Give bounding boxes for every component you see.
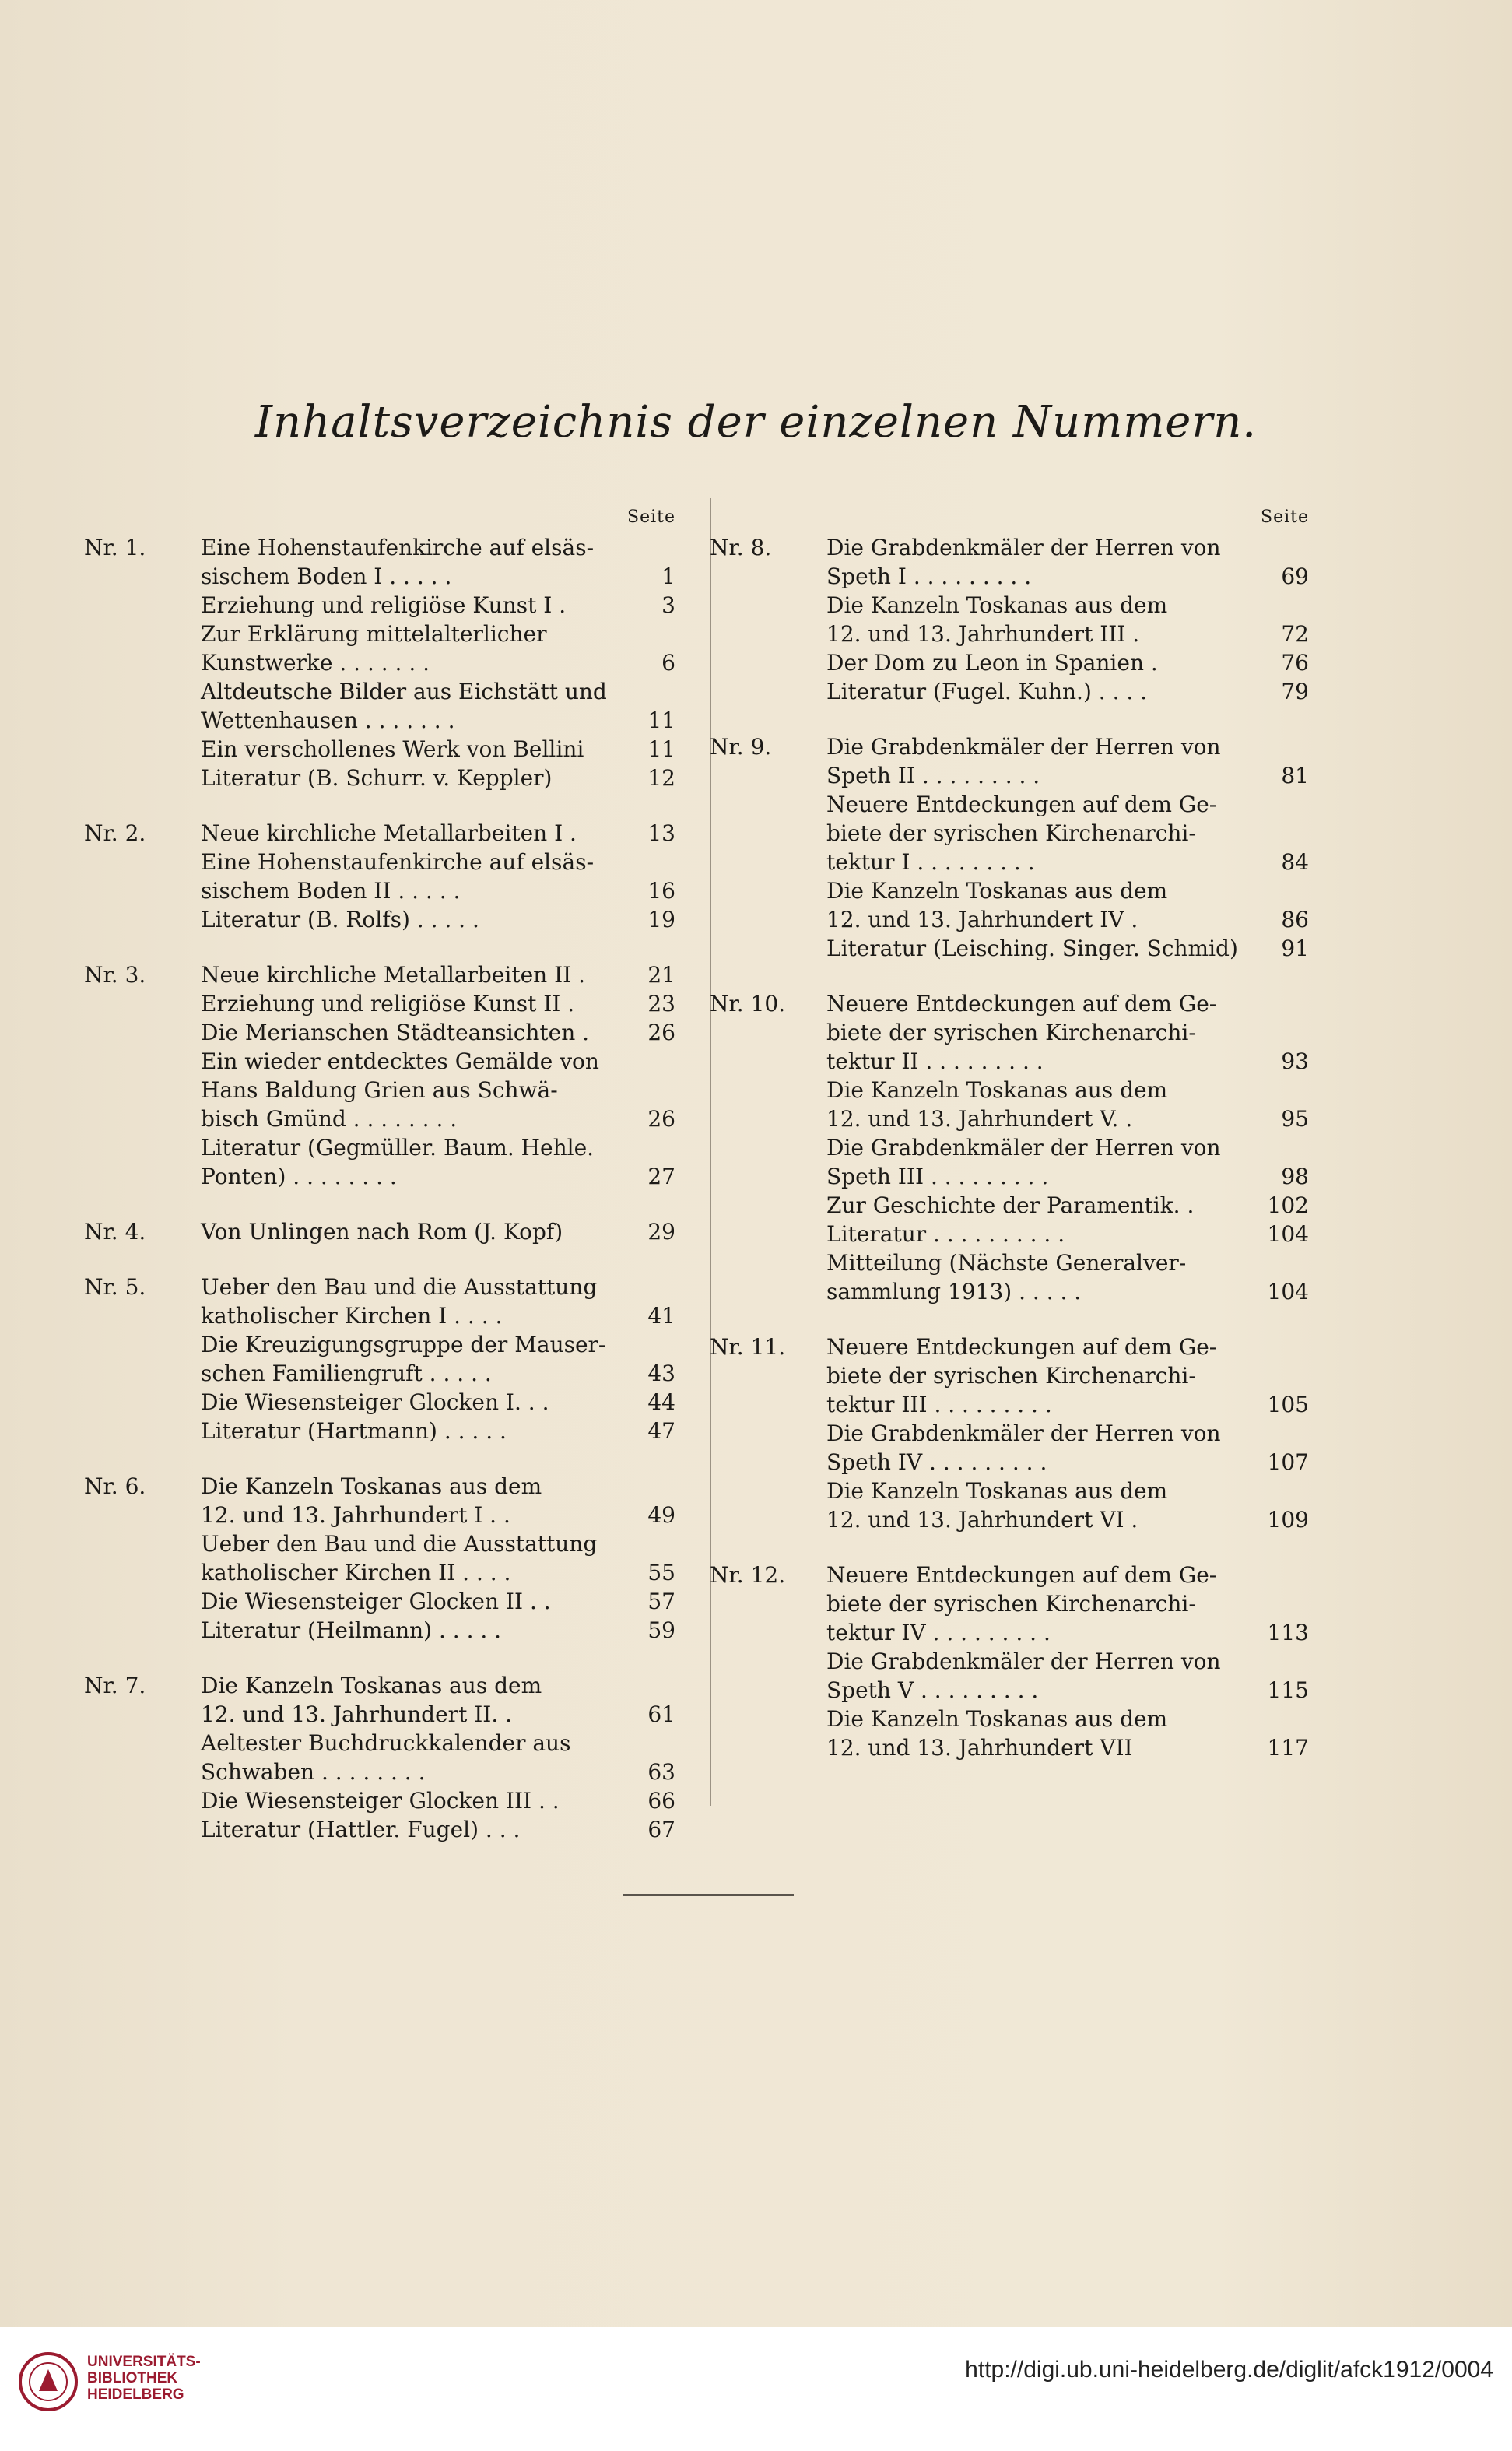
entry-title: Die Wiesensteiger Glocken I. . . [201,1389,549,1415]
entry-page-number: 49 [647,1502,675,1528]
entry-page-number: 41 [647,1303,675,1329]
toc-entries [201,1217,675,1246]
toc-entry [826,1248,1309,1306]
entry-title: Die Wiesensteiger Glocken II . . [201,1589,551,1614]
page-title: Inhaltsverzeichnis der einzelnen Nummern. [254,397,1258,448]
toc-entry [201,620,675,677]
entry-title: Literatur (B. Schurr. v. Keppler) [201,765,553,791]
entry-page-number: 109 [1267,1507,1309,1533]
toc-entries [826,533,1309,706]
entry-page-number: 63 [647,1759,675,1785]
entry-page-number: 93 [1281,1048,1309,1074]
entry-page-number: 91 [1281,936,1309,961]
toc-entries [201,960,675,1191]
toc-group [84,819,675,934]
entry-page-number: 79 [1281,679,1309,704]
entry-title: Ueber den Bau und die Ausstattung katholischer Kirchen II . . . . [201,1531,598,1585]
entry-title: Erziehung und religiöse Kunst II . [201,991,575,1017]
issue-number: Nr. 10. [710,991,786,1017]
entry-page-number: 21 [647,962,675,988]
toc-entries [201,1273,675,1445]
toc-group [710,533,1309,706]
toc-entry [201,1529,675,1587]
seite-header-left: Seite [627,507,675,527]
toc-entries [826,732,1309,963]
toc-entry [826,1561,1309,1647]
entry-title: Ein verschollenes Werk von Bellini [201,736,584,762]
toc-group [84,1472,675,1645]
entry-title: Zur Erklärung mittelalterlicher Kunstwerke . . . . . . . [201,621,547,676]
toc-entry [826,1191,1309,1220]
toc-entry [201,1472,675,1529]
entry-title: Literatur (Fugel. Kuhn.) . . . . [826,679,1148,704]
toc-entry [201,1786,675,1815]
toc-group [710,1561,1309,1762]
toc-entry [826,732,1309,790]
entry-title: Die Grabdenkmäler der Herren von Speth III . . . . . . . . . [826,1135,1221,1189]
entry-page-number: 72 [1281,621,1309,647]
toc-group [84,1273,675,1445]
entry-page-number: 1 [661,564,675,589]
entry-title: Eine Hohenstaufenkirche auf elsäs- sischem Boden II . . . . . [201,849,595,904]
entry-page-number: 102 [1267,1192,1309,1218]
issue-number: Nr. 1. [84,535,146,560]
entry-title: Die Grabdenkmäler der Herren von Speth IV . . . . . . . . . [826,1420,1221,1475]
entry-page-number: 16 [647,878,675,904]
toc-entry [201,764,675,792]
toc-entry [201,1273,675,1330]
entry-page-number: 95 [1281,1106,1309,1132]
toc-entry [826,1705,1309,1762]
toc-entry [826,876,1309,934]
entry-title: Neuere Entdeckungen auf dem Ge- biete der syrischen Kirchenarchi- tektur II . . . . . . . . . [826,991,1217,1074]
toc-entry [826,1419,1309,1477]
entry-page-number: 27 [647,1164,675,1189]
entry-page-number: 61 [647,1701,675,1727]
issue-number: Nr. 7. [84,1673,146,1698]
entry-title: Die Kanzeln Toskanas aus dem 12. und 13. Jahrhundert III . [826,592,1168,647]
entry-title: Eine Hohenstaufenkirche auf elsäs- sischem Boden I . . . . . [201,535,595,589]
entry-page-number: 98 [1281,1164,1309,1189]
entry-title: Von Unlingen nach Rom (J. Kopf) [201,1219,563,1245]
entry-page-number: 26 [647,1020,675,1045]
entry-page-number: 55 [647,1560,675,1585]
entry-title: Die Merianschen Städteansichten . [201,1020,590,1045]
entry-page-number: 13 [647,820,675,846]
toc-group [84,960,675,1191]
toc-entry [201,1671,675,1729]
entry-title: Neue kirchliche Metallarbeiten I . [201,820,577,846]
entry-title: Die Kanzeln Toskanas aus dem 12. und 13. Jahrhundert VII [826,1706,1168,1761]
issue-number: Nr. 12. [710,1562,786,1588]
issue-number: Nr. 9. [710,734,772,760]
library-name: UNIVERSITÄTS- BIBLIOTHEK HEIDELBERG [87,2354,201,2403]
toc-entries [201,1671,675,1844]
toc-entry [826,1333,1309,1419]
entry-title: Literatur (Heilmann) . . . . . [201,1617,502,1643]
toc-entries [826,1561,1309,1762]
toc-entry [201,1417,675,1445]
toc-group [84,1217,675,1246]
entry-page-number: 86 [1281,907,1309,932]
toc-entry [201,735,675,764]
entry-title: Die Grabdenkmäler der Herren von Speth I . . . . . . . . . [826,535,1221,589]
toc-entry [201,677,675,735]
toc-entry [201,848,675,905]
entry-title: Mitteilung (Nächste Generalver- sammlung 1913) . . . . . [826,1250,1187,1305]
entry-page-number: 26 [647,1106,675,1132]
toc-entry [201,960,675,989]
entry-page-number: 23 [647,991,675,1017]
entry-title: Literatur (Leisching. Singer. Schmid) [826,936,1238,961]
toc-entry [201,905,675,934]
toc-entry [201,1047,675,1133]
issue-number: Nr. 11. [710,1334,786,1360]
entry-title: Die Grabdenkmäler der Herren von Speth II . . . . . . . . . [826,734,1221,788]
library-seal-icon [17,2351,79,2413]
toc-group [710,732,1309,963]
issue-number: Nr. 8. [710,535,772,560]
toc-entry [826,934,1309,963]
entry-title: Der Dom zu Leon in Spanien . [826,650,1158,676]
closing-rule [623,1894,794,1896]
toc-entry [826,1647,1309,1705]
entry-page-number: 117 [1267,1735,1309,1761]
entry-title: Altdeutsche Bilder aus Eichstätt und Wettenhausen . . . . . . . [201,679,607,733]
entry-title: Die Kreuzigungsgruppe der Mauser- schen Familiengruft . . . . . [201,1332,606,1386]
entry-page-number: 84 [1281,849,1309,875]
entry-title: Die Kanzeln Toskanas aus dem 12. und 13. Jahrhundert V. . [826,1077,1168,1132]
entry-title: Die Kanzeln Toskanas aus dem 12. und 13. Jahrhundert I . . [201,1473,542,1528]
entry-page-number: 44 [647,1389,675,1415]
entry-page-number: 11 [647,708,675,733]
toc-entry [826,677,1309,706]
toc-entry [826,533,1309,591]
entry-title: Literatur (Hartmann) . . . . . [201,1418,507,1444]
toc-entry [201,533,675,591]
entry-title: Zur Geschichte der Paramentik. . [826,1192,1195,1218]
entry-title: Ueber den Bau und die Ausstattung katholischer Kirchen I . . . . [201,1274,598,1329]
toc-entry [201,1815,675,1844]
toc-entry [201,989,675,1018]
toc-entry [201,1388,675,1417]
entry-page-number: 59 [647,1617,675,1643]
entry-title: Aeltester Buchdruckkalender aus Schwaben . . . . . . . . [201,1730,571,1785]
entry-title: Neuere Entdeckungen auf dem Ge- biete der syrischen Kirchenarchi- tektur IV . . . . . . . . . [826,1562,1217,1645]
toc-left-groups [84,533,675,1844]
entry-title: Neuere Entdeckungen auf dem Ge- biete der syrischen Kirchenarchi- tektur III . . . . . . . . . [826,1334,1217,1417]
entry-page-number: 3 [661,592,675,618]
toc-right-groups [710,533,1309,1762]
entry-page-number: 115 [1267,1677,1309,1703]
entry-title: Die Kanzeln Toskanas aus dem 12. und 13. Jahrhundert VI . [826,1478,1168,1533]
entry-title: Neue kirchliche Metallarbeiten II . [201,962,585,988]
entry-page-number: 57 [647,1589,675,1614]
entry-title: Die Wiesensteiger Glocken III . . [201,1788,560,1814]
toc-entry [826,591,1309,648]
toc-entry [201,1133,675,1191]
issue-number: Nr. 4. [84,1219,146,1245]
toc-entry [201,1587,675,1616]
entry-title: Literatur (Hattler. Fugel) . . . [201,1817,521,1842]
entry-page-number: 66 [647,1788,675,1814]
entry-page-number: 104 [1267,1221,1309,1247]
toc-entries [201,819,675,934]
entry-page-number: 11 [647,736,675,762]
toc-entry [201,591,675,620]
entry-page-number: 43 [647,1361,675,1386]
toc-entry [201,1217,675,1246]
entry-page-number: 12 [647,765,675,791]
entry-page-number: 47 [647,1418,675,1444]
entry-page-number: 81 [1281,763,1309,788]
toc-left-column [84,507,675,1870]
entry-page-number: 113 [1267,1620,1309,1645]
toc-group [710,989,1309,1306]
entry-title: Die Grabdenkmäler der Herren von Speth V . . . . . . . . . [826,1649,1221,1703]
toc-entries [826,1333,1309,1534]
toc-group [710,1333,1309,1534]
toc-entries [826,989,1309,1306]
entry-title: Die Kanzeln Toskanas aus dem 12. und 13. Jahrhundert II. . [201,1673,542,1727]
issue-number: Nr. 3. [84,962,146,988]
entry-page-number: 76 [1281,650,1309,676]
issue-number: Nr. 2. [84,820,146,846]
entry-page-number: 67 [647,1817,675,1842]
entry-title: Ein wieder entdecktes Gemälde von Hans Baldung Grien aus Schwä- bisch Gmünd . . . . . . . . [201,1048,599,1132]
source-url-link[interactable]: http://digi.ub.uni-heidelberg.de/diglit/afck1912/0004 [965,2357,1493,2383]
toc-group [84,533,675,792]
toc-entry [201,819,675,848]
issue-number: Nr. 6. [84,1473,146,1499]
toc-entry [201,1330,675,1388]
entry-title: Literatur (Gegmüller. Baum. Hehle. Ponten) . . . . . . . . [201,1135,595,1189]
toc-entries [201,533,675,792]
toc-entry [201,1616,675,1645]
toc-entry [201,1018,675,1047]
entry-page-number: 104 [1267,1279,1309,1305]
toc-right-column [710,507,1309,1789]
entry-title: Erziehung und religiöse Kunst I . [201,592,567,618]
footer-bar [0,2327,1512,2451]
entry-page-number: 105 [1267,1392,1309,1417]
entry-title: Literatur (B. Rolfs) . . . . . [201,907,479,932]
toc-group [84,1671,675,1844]
toc-entries [201,1472,675,1645]
entry-title: Die Kanzeln Toskanas aus dem 12. und 13. Jahrhundert IV . [826,878,1168,932]
entry-page-number: 107 [1267,1449,1309,1475]
entry-title: Literatur . . . . . . . . . . [826,1221,1065,1247]
toc-entry [826,1220,1309,1248]
issue-number: Nr. 5. [84,1274,146,1300]
entry-title: Neuere Entdeckungen auf dem Ge- biete der syrischen Kirchenarchi- tektur I . . . . . . . . . [826,792,1217,875]
toc-entry [826,648,1309,677]
toc-entry [201,1729,675,1786]
toc-entry [826,1133,1309,1191]
entry-page-number: 19 [647,907,675,932]
toc-entry [826,1477,1309,1534]
toc-entry [826,790,1309,876]
seite-header-right: Seite [1261,507,1309,527]
entry-page-number: 29 [647,1219,675,1245]
entry-page-number: 69 [1281,564,1309,589]
toc-entry [826,989,1309,1076]
toc-entry [826,1076,1309,1133]
entry-page-number: 6 [661,650,675,676]
